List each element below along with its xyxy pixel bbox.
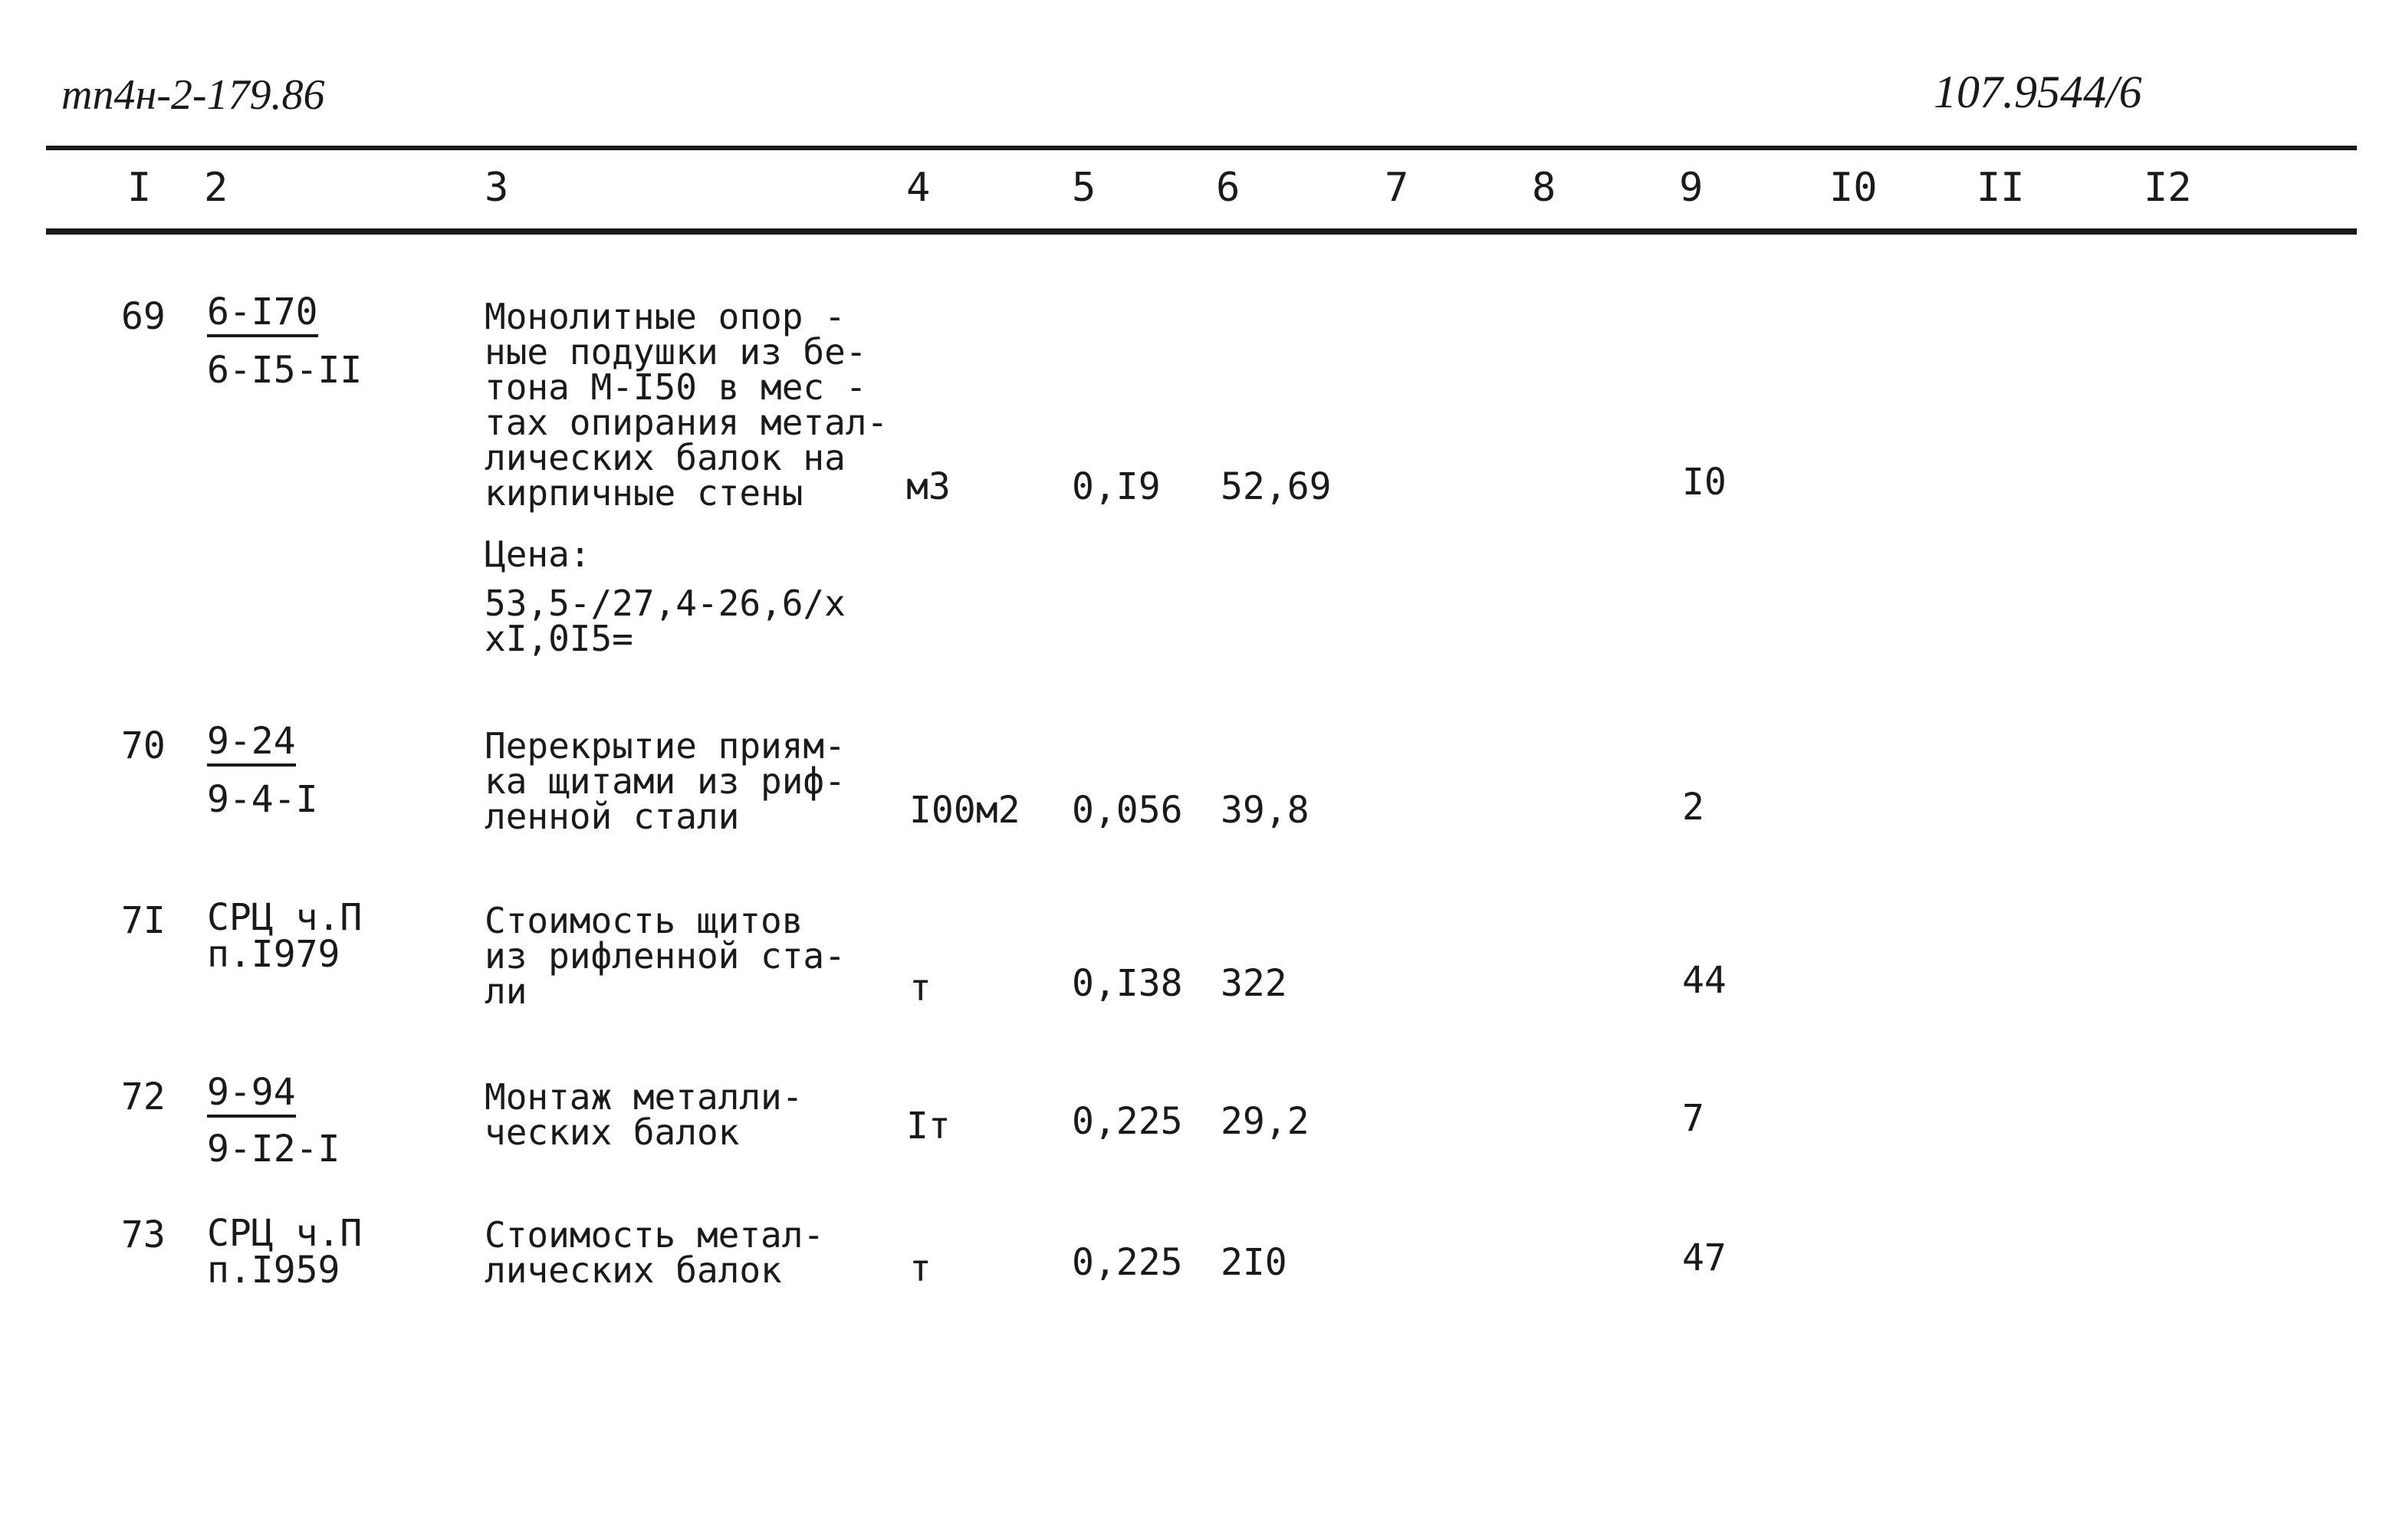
unit-price: 39,8 bbox=[1221, 789, 1310, 832]
description-line: ческих балок bbox=[485, 1111, 740, 1153]
price-label: Цена: bbox=[485, 534, 591, 575]
rate-reference-subcode: 9-4-I bbox=[207, 778, 318, 821]
work-description bbox=[485, 725, 846, 837]
total-cost: 44 bbox=[1682, 959, 1727, 1002]
unit-of-measure: м3 bbox=[906, 465, 951, 508]
rate-reference-code: 9-24 bbox=[207, 722, 296, 767]
description-line: ка щитами из риф- bbox=[485, 760, 846, 802]
quantity: 0,056 bbox=[1072, 789, 1183, 832]
total-cost: 2 bbox=[1682, 786, 1704, 829]
description-line: ли bbox=[485, 970, 527, 1012]
column-header-5: 5 bbox=[1072, 165, 1096, 211]
description-line: тона М-I50 в мес - bbox=[485, 366, 867, 408]
unit-price: 29,2 bbox=[1221, 1100, 1310, 1143]
column-header-8: 8 bbox=[1532, 165, 1556, 211]
column-header-6: 6 bbox=[1216, 165, 1241, 211]
rate-reference-code: 6-I70 bbox=[207, 293, 318, 337]
rate-reference-subcode: 9-I2-I bbox=[207, 1128, 340, 1171]
work-description bbox=[485, 1076, 804, 1153]
description-line: тах опирания метал- bbox=[485, 402, 889, 443]
quantity: 0,225 bbox=[1072, 1100, 1183, 1143]
document-number: 107.9544/6 bbox=[1934, 67, 2142, 117]
unit-price: 2I0 bbox=[1221, 1241, 1287, 1284]
column-header-10: I0 bbox=[1829, 165, 1878, 211]
rate-reference-subcode: п.I959 bbox=[207, 1249, 340, 1292]
column-header-9: 9 bbox=[1679, 165, 1704, 211]
description-line: из рифленной ста- bbox=[485, 935, 846, 977]
unit-of-measure: Iт bbox=[906, 1105, 951, 1148]
row-number: 72 bbox=[121, 1075, 166, 1118]
row-number: 7I bbox=[121, 899, 166, 942]
row-number: 70 bbox=[121, 724, 166, 767]
quantity: 0,225 bbox=[1072, 1241, 1183, 1284]
header-top-rule bbox=[46, 146, 2357, 150]
work-description bbox=[485, 1214, 825, 1291]
total-cost: 7 bbox=[1682, 1097, 1704, 1140]
quantity: 0,I38 bbox=[1072, 962, 1183, 1005]
description-line: Стоимость щитов bbox=[485, 900, 804, 941]
unit-price: 322 bbox=[1221, 962, 1287, 1005]
column-header-12: I2 bbox=[2144, 165, 2192, 211]
unit-price: 52,69 bbox=[1221, 465, 1332, 508]
description-line: ные подушки из бе- bbox=[485, 331, 867, 373]
header-bottom-rule bbox=[46, 228, 2357, 235]
description-line: ленной стали bbox=[485, 796, 740, 837]
price-formula-line: хI,0I5= bbox=[485, 618, 633, 659]
description-line: кирпичные стены bbox=[485, 472, 804, 514]
rate-reference-code: 9-94 bbox=[207, 1073, 296, 1118]
total-cost: I0 bbox=[1682, 461, 1727, 504]
rate-reference-code: СРЦ ч.П bbox=[207, 896, 363, 939]
rate-reference-subcode: 6-I5-II bbox=[207, 349, 363, 392]
description-line: лических балок на bbox=[485, 437, 846, 478]
quantity: 0,I9 bbox=[1072, 465, 1161, 508]
column-header-7: 7 bbox=[1385, 165, 1409, 211]
unit-of-measure: I00м2 bbox=[909, 789, 1020, 832]
row-number: 69 bbox=[121, 295, 166, 338]
description-line: Стоимость метал- bbox=[485, 1214, 825, 1256]
work-description bbox=[485, 296, 889, 514]
rate-reference-code: СРЦ ч.П bbox=[207, 1212, 363, 1255]
column-header-11: II bbox=[1977, 165, 2025, 211]
price-formula-line: 53,5-/27,4-26,6/х bbox=[485, 583, 846, 624]
rate-reference-subcode: п.I979 bbox=[207, 933, 340, 976]
total-cost: 47 bbox=[1682, 1236, 1727, 1279]
description-line: Монтаж металли- bbox=[485, 1076, 804, 1118]
unit-of-measure: т bbox=[909, 1247, 932, 1290]
document-code: тп4н-2-179.86 bbox=[61, 71, 325, 119]
description-line: лических балок bbox=[485, 1249, 782, 1291]
description-line: Монолитные опор - bbox=[485, 296, 846, 337]
column-header-2: 2 bbox=[204, 165, 228, 211]
column-header-4: 4 bbox=[906, 165, 931, 211]
unit-of-measure: т bbox=[909, 967, 932, 1010]
column-header-3: 3 bbox=[485, 165, 509, 211]
work-description bbox=[485, 900, 846, 1012]
price-formula bbox=[485, 583, 846, 659]
row-number: 73 bbox=[121, 1213, 166, 1256]
column-header-1: I bbox=[127, 165, 152, 211]
description-line: Перекрытие приям- bbox=[485, 725, 846, 767]
